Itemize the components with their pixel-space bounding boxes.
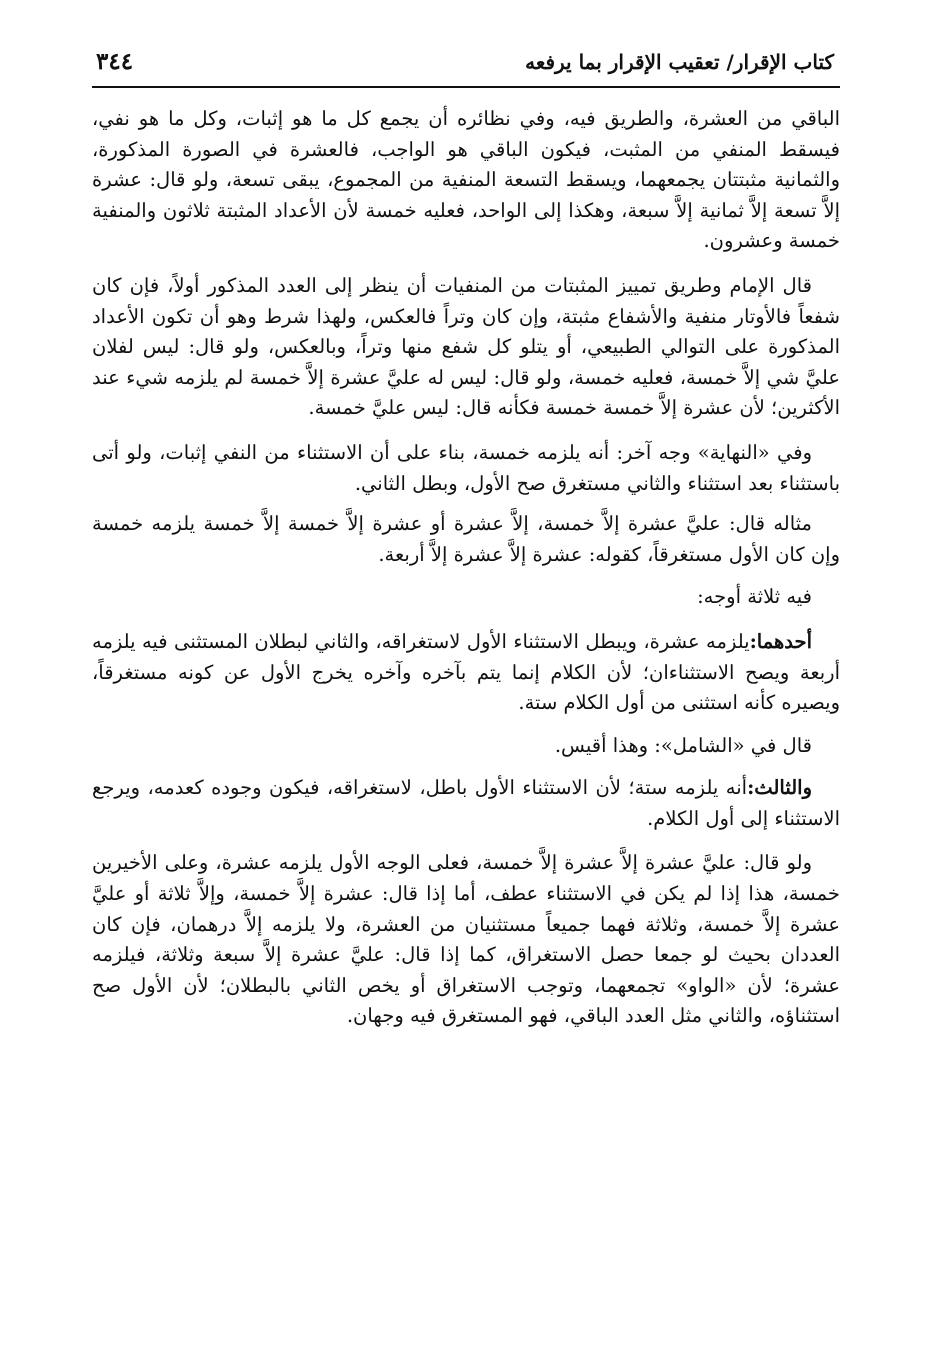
- paragraph-7: [92, 731, 840, 762]
- main-text: [92, 104, 840, 1032]
- book-page: [92, 40, 840, 1330]
- paragraph-2: [92, 271, 840, 424]
- paragraph-1-text: الباقي من العشرة، والطريق فيه، وفي نظائره أن يجمع كل ما هو إثبات، وكل ما هو نفي، فيسقط المنفي من المثبت، فيكون الباقي هو الواجب، فالعشرة في الصورة المذكورة، والثمانية مثبتتان يجمعهما، ويسقط التسعة المنفية من المجموع، يبقى تسعة، ولو قال: عشرة إلاَّ تسعة إلاَّ ثمانية إلاَّ سبعة، وهكذا إلى الواحد، فعليه خمسة لأن الأعداد المثبتة ثلاثون والمنفية خمسة وعشرون.: [92, 107, 840, 253]
- page-header: [92, 40, 840, 88]
- paragraph-8: [92, 773, 840, 834]
- paragraph-4-text: مثاله قال: عليَّ عشرة إلاَّ خمسة، إلاَّ عشرة أو عشرة إلاَّ خمسة إلاَّ خمسة يلزمه خمسة وإن كان الأول مستغرقاً، كقوله: عشرة إلاَّ عشرة إلاَّ أربعة.: [92, 512, 840, 566]
- paragraph-5: [92, 582, 840, 613]
- paragraph-9: [92, 848, 840, 1032]
- paragraph-3: [92, 438, 840, 499]
- paragraph-1: [92, 104, 840, 257]
- paragraph-9-text: ولو قال: عليَّ عشرة إلاَّ عشرة إلاَّ خمسة، فعلى الوجه الأول يلزمه عشرة، وعلى الأخيرين خمسة، هذا إذا لم يكن في الاستثناء عطف، أما إذا قال: عشرة إلاَّ خمسة، وإلاَّ ثلاثة أو عليَّ عشرة إلاَّ خمسة، وثلاثة فهما جميعاً مستثنيان من العشرة، ولا يلزمه إلاَّ درهمان، فإن كان العددان بحيث لو جمعا حصل الاستغراق، كما إذا قال: عليَّ عشرة إلاَّ سبعة وثلاثة، فيلزمه عشرة؛ لأن «الواو» تجمعهما، وتوجب الاستغراق أو يخص الثاني بالبطلان؛ لأن الأول صح استثناؤه، والثاني مثل العدد الباقي، فهو المستغرق فيه وجهان.: [92, 851, 840, 1028]
- page-number: ٣٤٤: [96, 48, 134, 75]
- paragraph-3-text: وفي «النهاية» وجه آخر: أنه يلزمه خمسة، بناء على أن الاستثناء من النفي إثبات، ولو أتى باستثناء بعد استثناء والثاني مستغرق صح الأول، وبطل الثاني.: [92, 440, 840, 495]
- paragraph-6-text: يلزمه عشرة، ويبطل الاستثناء الأول لاستغراقه، والثاني لبطلان المستثنى فيه يلزمه أربعة ويصح الاستثناءان؛ لأن الكلام إنما يتم بآخره وآخره يخرج الأول عن كونه مستغرقاً، ويصيره كأنه استثنى من أول الكلام ستة.: [92, 629, 840, 715]
- paragraph-7-text: قال في «الشامل»: وهذا أقيس.: [554, 733, 812, 757]
- paragraph-2-text: قال الإمام وطريق تمييز المثبتات من المنفيات أن ينظر إلى العدد المذكور أولاً، فإن كان شفعاً فالأوتار منفية والأشفاع مثبتة، وإن كان وتراً فالعكس، ولهذا شرط وهو أن تكون الأعداد المذكورة على التوالي الطبيعي، أو يتلو كل شفع منها وتراً، وبالعكس، ولو قال: ليس لفلان عليَّ شي إلاَّ خمسة، فعليه خمسة، ولو قال: ليس له عليَّ عشرة إلاَّ خمسة لم يلزمه شيء عند الأكثرين؛ لأن عشرة إلاَّ خمسة خمسة فكأنه قال: ليس عليَّ خمسة.: [92, 273, 840, 420]
- paragraph-8-lead: والثالث:: [747, 776, 812, 800]
- paragraph-5-text: فيه ثلاثة أوجه:: [697, 585, 812, 609]
- paragraph-8-text: أنه يلزمه ستة؛ لأن الاستثناء الأول باطل، لاستغراقه، فيكون وجوده كعدمه، ويرجع الاستثناء إلى أول الكلام.: [92, 776, 840, 830]
- paragraph-6-lead: أحدهما:: [749, 629, 812, 653]
- paragraph-4: [92, 509, 840, 570]
- paragraph-6: [92, 627, 840, 719]
- running-title: كتاب الإقرار/ تعقيب الإقرار بما يرفعه: [525, 50, 834, 74]
